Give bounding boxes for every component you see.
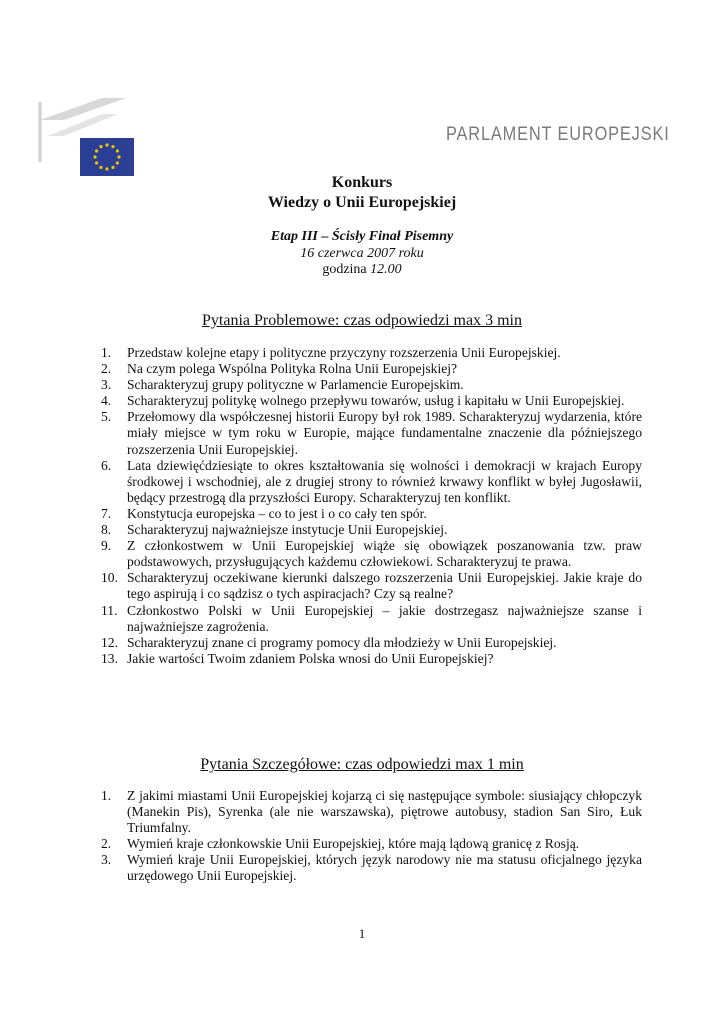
list-item-number: 7. [101, 505, 112, 521]
list-item-text: Z członkostwem w Unii Europejskiej wiąże się obowiązek poszanowania tzw. praw podstawowych, przysługujących każdemu człowiekowi. Scharakteryzuj te prawa. [127, 538, 642, 570]
flag-star-icon [111, 145, 114, 148]
list-item-number: 5. [101, 409, 112, 425]
list-item-number: 11. [101, 602, 118, 618]
list-item-text: Jakie wartości Twoim zdaniem Polska wnosi do Unii Europejskiej? [127, 650, 494, 666]
flag-star-icon [95, 161, 98, 164]
list-item-text: Scharakteryzuj najważniejsze instytucje Unii Europejskiej. [127, 522, 448, 538]
list-item-text: Lata dziewięćdziesiąte to okres kształtowania się wolności i demokracji w krajach Europy środkowej i wschodniej, ale z drugiej strony to również krwawy konflikt w byłej Jugosławii, będący przestrogą dla przyszłości Europy. Scharakteryzuj ten konflikt. [127, 457, 642, 505]
list-item [101, 788, 642, 836]
list-item-text: Scharakteryzuj oczekiwane kierunki dalszego rozszerzenia Unii Europejskiej. Jakie kraje do tego aspirują i co sądzisz o tych aspiracjach? Czy są realne? [127, 570, 642, 602]
exam-date: 16 czerwca 2007 roku [300, 246, 424, 261]
list-item-text: Przełomowy dla współczesnej historii Europy był rok 1989. Scharakteryzuj wydarzenia, które miały miejsce w tym roku w Europie, mające fundamentalne znaczenie dla późniejszego rozszerzenia Unii Europejskiej. [127, 409, 642, 457]
list-item [101, 409, 642, 457]
flag-star-icon [105, 143, 108, 146]
list-item [101, 651, 642, 667]
list-item [101, 361, 642, 377]
list-item-number: 2. [101, 361, 112, 377]
list-item-text: Scharakteryzuj politykę wolnego przepływu towarów, usług i kapitału w Unii Europejskiej. [127, 393, 625, 409]
list-item-text: Wymień kraje członkowskie Unii Europejskiej, które mają lądową granicę z Rosją. [127, 836, 580, 852]
eu-flag-icon [38, 92, 142, 182]
time-label: godzina [322, 262, 367, 277]
list-item [101, 603, 642, 635]
list-item-text: Konstytucja europejska – co to jest i o co cały ten spór. [127, 505, 427, 521]
list-item-text: Z jakimi miastami Unii Europejskiej kojarzą ci się następujące symbole: siusiający chłopczyk (Manekin Pis), Syrenka (ale nie warszawska), piętrowe autobusy, stadion San Siro, Łuk Triumfalny. [127, 788, 642, 836]
list-item-text: Przedstaw kolejne etapy i polityczne przyczyny rozszerzenia Unii Europejskiej. [127, 345, 561, 360]
organization-name: PARLAMENT EUROPEJSKI [446, 124, 670, 145]
list-item-number: 2. [101, 836, 112, 852]
list-item-number: 3. [101, 377, 112, 393]
flag-star-icon [105, 167, 108, 170]
list-item-number: 4. [101, 393, 112, 409]
exam-time [0, 262, 724, 278]
list-item [101, 345, 642, 361]
page-number: 1 [358, 926, 366, 941]
flag-star-icon [93, 155, 96, 158]
list-item-text: Wymień kraje Unii Europejskiej, których język narodowy nie ma statusu oficjalnego języka urzędowego Unii Europejskiej. [127, 852, 642, 884]
list-item-text: Członkostwo Polski w Unii Europejskiej – jakie dostrzegasz najważniejsze szanse i najważniejsze zagrożenia. [127, 602, 642, 634]
list-item-number: 1. [101, 788, 112, 803]
list-item [101, 836, 642, 852]
flag-star-icon [111, 166, 114, 169]
detail-questions-list [101, 788, 642, 885]
flag-star-icon [95, 149, 98, 152]
list-item [101, 852, 642, 884]
list-item-number: 6. [101, 457, 112, 473]
list-item-text: Scharakteryzuj grupy polityczne w Parlamencie Europejskim. [127, 377, 464, 393]
list-item [101, 506, 642, 522]
list-item-number: 3. [101, 852, 112, 868]
time-value: 12.00 [370, 262, 402, 277]
list-item [101, 635, 642, 651]
flag-star-icon [116, 149, 119, 152]
list-item [101, 570, 642, 602]
list-item-number: 9. [101, 538, 112, 554]
list-item [101, 458, 642, 506]
problem-questions-list [101, 345, 642, 667]
list-item [101, 522, 642, 538]
flag-star-icon [117, 155, 120, 158]
page-title: Konkurs [331, 174, 393, 191]
list-item-number: 10. [101, 570, 118, 586]
european-parliament-logo [38, 92, 142, 182]
section-heading-problem-questions: Pytania Problemowe: czas odpowiedzi max 3 min [202, 312, 522, 329]
list-item-number: 13. [101, 650, 118, 666]
list-item [101, 538, 642, 570]
stage-label: Etap III – Ścisły Finał Pisemny [270, 229, 454, 244]
list-item-text: Scharakteryzuj znane ci programy pomocy dla młodzieży w Unii Europejskiej. [127, 634, 557, 650]
list-item [101, 377, 642, 393]
list-item-number: 8. [101, 522, 112, 538]
list-item [101, 393, 642, 409]
list-item-number: 1. [101, 345, 112, 360]
page-subtitle: Wiedzy o Unii Europejskiej [267, 194, 457, 211]
flag-star-icon [99, 145, 102, 148]
flag-star-icon [116, 161, 119, 164]
list-item-text: Na czym polega Wspólna Polityka Rolna Unii Europejskiej? [127, 361, 458, 377]
list-item-number: 12. [101, 634, 118, 650]
flag-star-icon [99, 166, 102, 169]
section-heading-detail-questions: Pytania Szczegółowe: czas odpowiedzi max 1 min [200, 756, 524, 773]
